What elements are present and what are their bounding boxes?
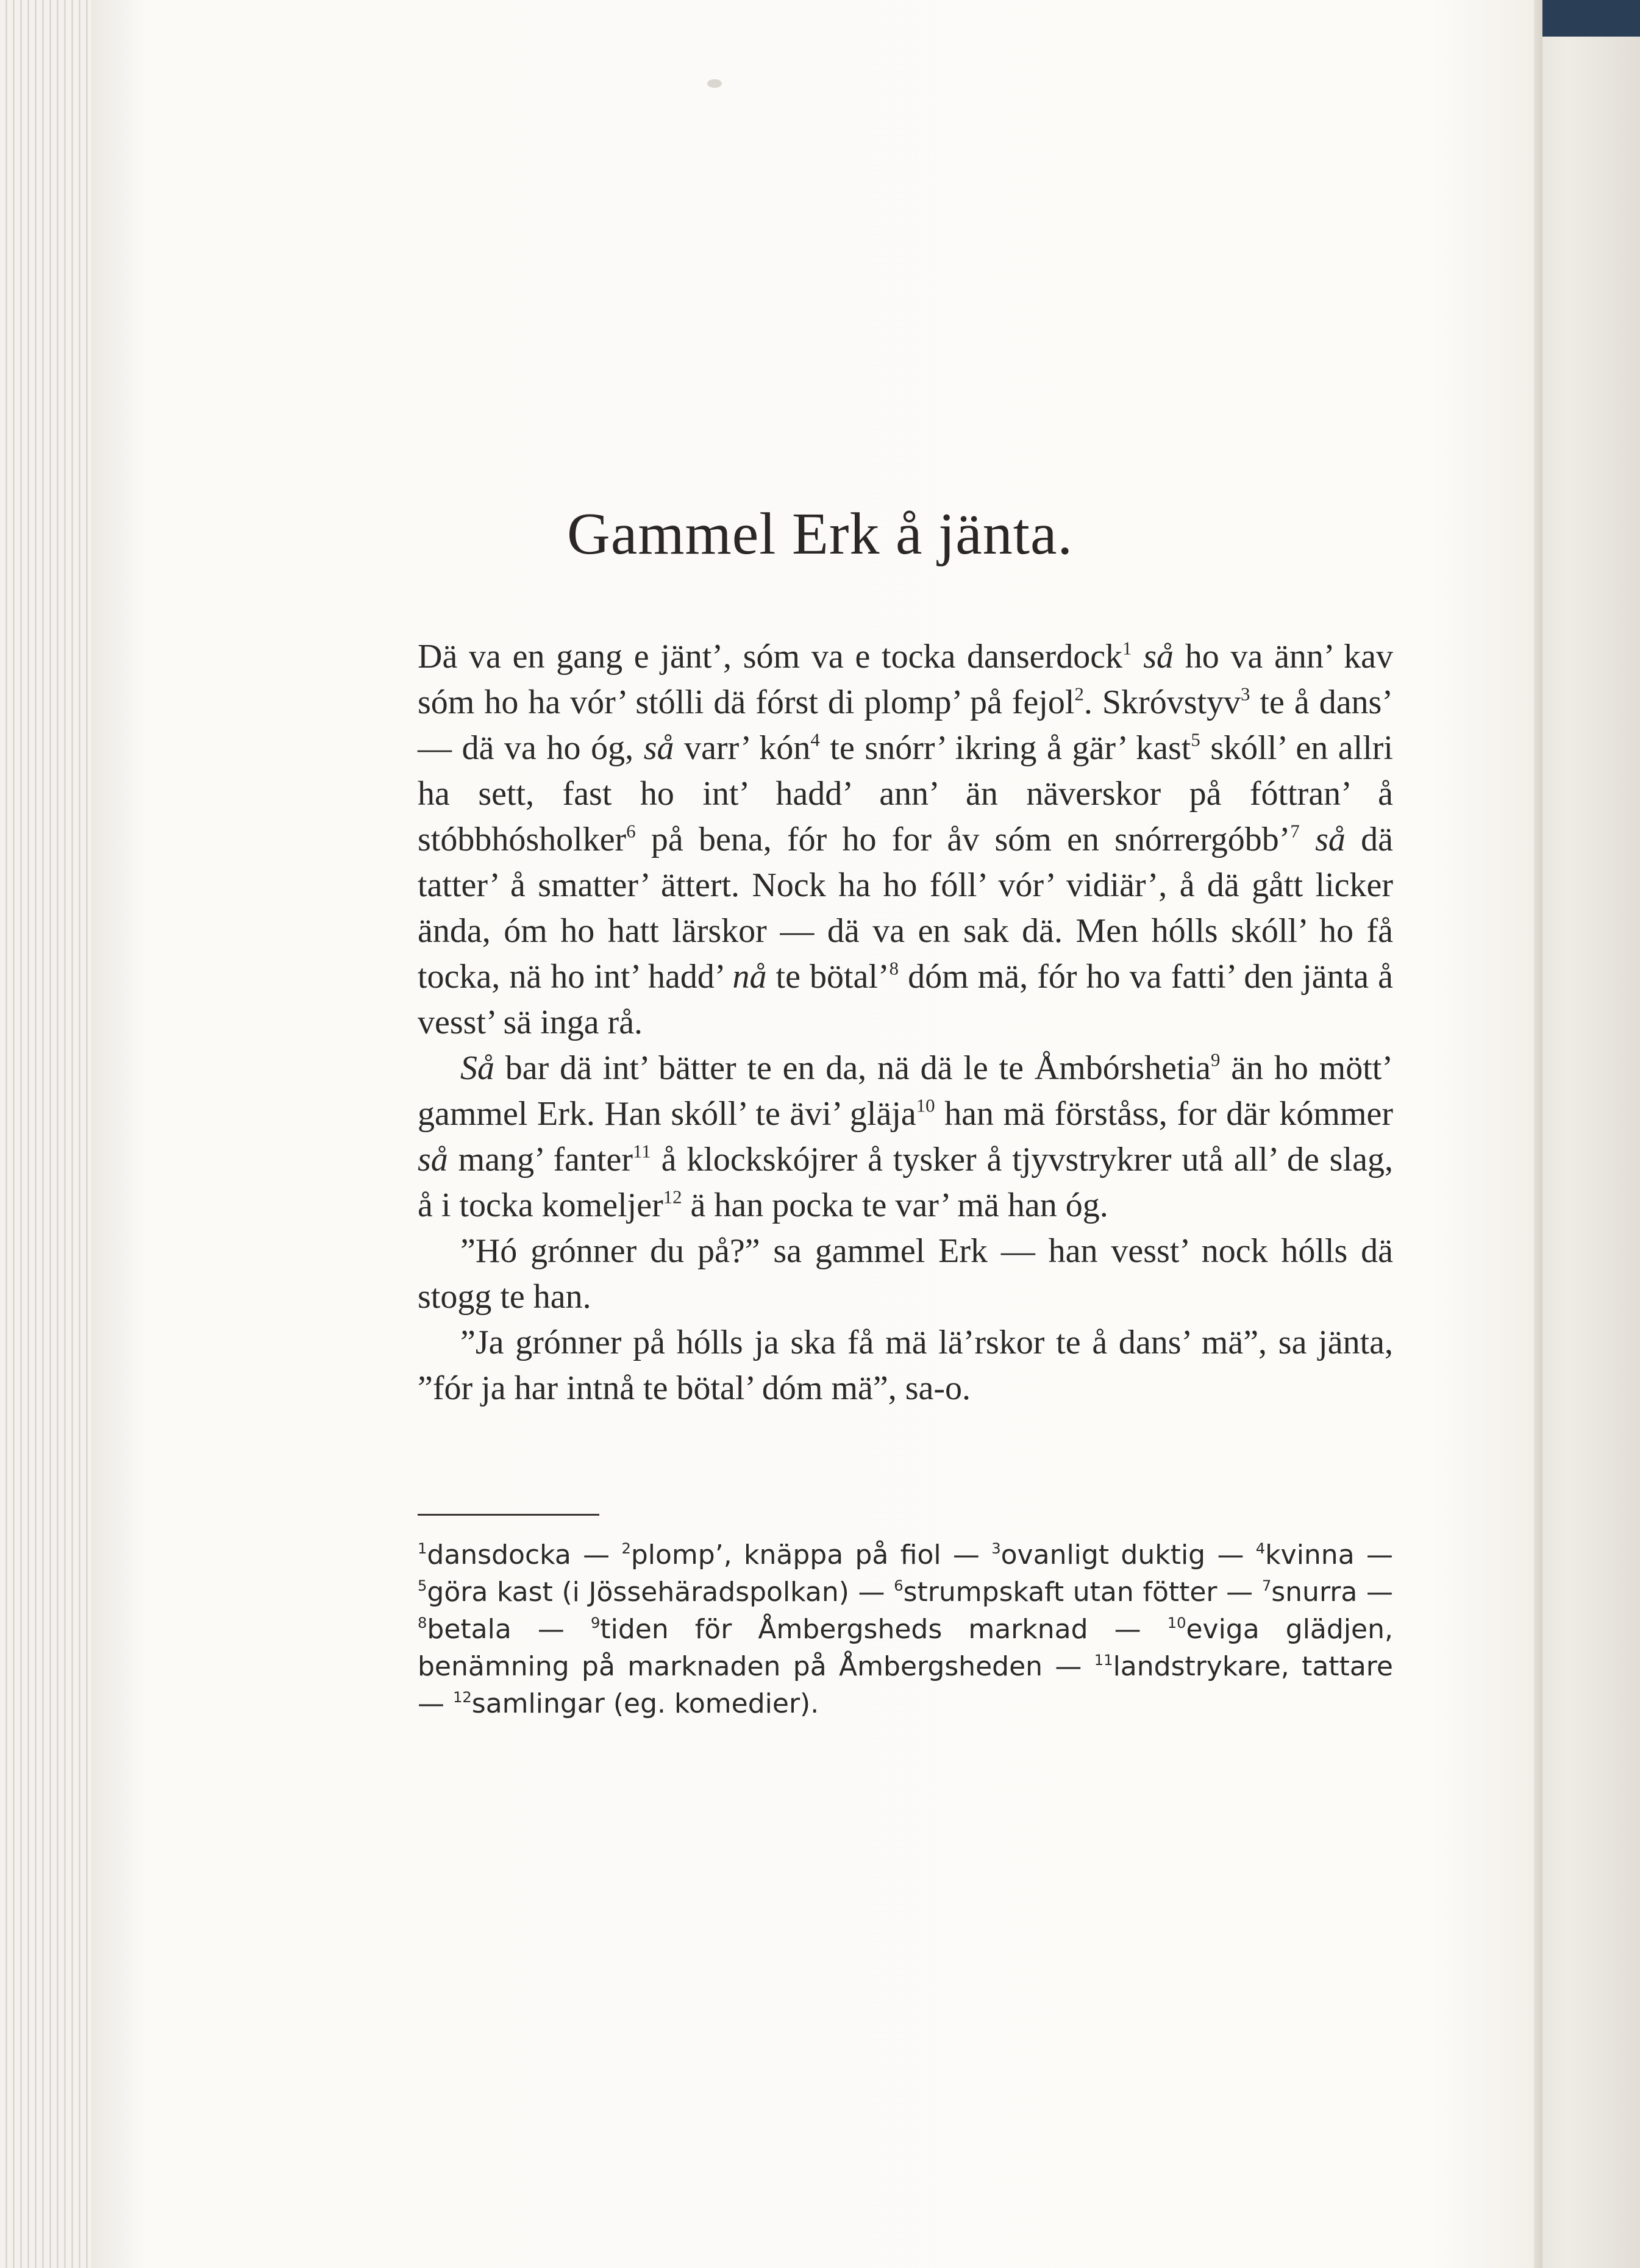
footnote-ref: 7 <box>1290 821 1300 842</box>
text-run: te å dans’ — dä va ho óg, <box>418 683 1393 767</box>
footnote-ref: 8 <box>889 958 899 979</box>
footnote-text: kvinna — <box>1265 1539 1393 1571</box>
footnote-text: eviga glädjen, benämning på marknaden på Åmbergsheden — <box>418 1614 1393 1682</box>
body-text <box>418 634 1393 1411</box>
text-run: på bena, fór ho for åv sóm en snórrergóbb’ <box>635 821 1291 858</box>
text-run: bar dä int’ bätter te en da, nä dä le te Åmbórshetia <box>494 1049 1211 1087</box>
footnote-number: 6 <box>894 1577 904 1595</box>
page-title: Gammel Erk å jänta. <box>567 501 1073 567</box>
paragraph <box>418 634 1393 1046</box>
text-run: skóll’ en allri ha sett, fast ho int’ hadd’ ann’ än näverskor på fóttran’ å stóbbhósholker <box>418 729 1393 858</box>
footnote-block <box>418 1536 1393 1722</box>
text-run: dóm mä, fór ho va fatti’ den jänta å vesst’ sä inga rå. <box>418 958 1393 1041</box>
paragraph <box>418 1320 1393 1411</box>
footnote-text: landstrykare, tattare — <box>418 1651 1393 1719</box>
text-run: han mä förståss, for där kómmer <box>935 1095 1394 1133</box>
footnote-ref: 2 <box>1074 683 1084 705</box>
text-run <box>1300 821 1315 858</box>
text-run: . Skróvstyv <box>1083 683 1241 721</box>
footnote-ref: 3 <box>1241 683 1250 705</box>
footnote-ref: 11 <box>633 1141 651 1162</box>
footnote-number: 12 <box>453 1689 472 1706</box>
footnote-text: snurra — <box>1271 1577 1393 1608</box>
footnote-number: 7 <box>1261 1577 1272 1595</box>
text-run: te bötal’ <box>766 958 890 996</box>
footnote-text: plomp’, knäppa på fiol — <box>630 1539 980 1571</box>
footnote-number: 1 <box>418 1540 427 1558</box>
text-run: å klockskójrer å tysker å tjyvstrykrer utå all’ de slag, å i tocka komeljer <box>418 1141 1393 1224</box>
footnote-number: 4 <box>1255 1540 1266 1558</box>
text-run: ”Hó grónner du på?” sa gammel Erk — han vesst’ nock hólls dä stogg te han. <box>418 1232 1393 1316</box>
text-run: te snórr’ ikring å gär’ kast <box>819 729 1191 767</box>
italic-text: så <box>1143 638 1174 676</box>
footnote-text: tiden för Åmbergsheds marknad — <box>600 1614 1141 1645</box>
text-run: ho va änn’ kav sóm ho ha vór’ stólli dä fórst di plomp’ på fejol <box>418 638 1394 721</box>
footnote-text: ovanligt duktig — <box>1000 1539 1244 1571</box>
text-run: ä han pocka te var’ mä han óg. <box>682 1186 1108 1224</box>
footnote-ref: 10 <box>916 1095 935 1116</box>
footnote-number: 2 <box>621 1540 631 1558</box>
paragraph <box>418 1046 1393 1228</box>
page-edges <box>0 0 93 2268</box>
text-run: Dä va en gang e jänt’, sóm va e tocka danserdock <box>418 638 1123 676</box>
italic-text: Så <box>460 1049 494 1087</box>
footnote-number: 9 <box>590 1614 601 1632</box>
footnote-number: 10 <box>1167 1614 1186 1632</box>
footnote-text: strumpskaft utan fötter — <box>903 1577 1253 1608</box>
footnote-ref: 1 <box>1122 638 1132 659</box>
page-gutter <box>1534 0 1542 2268</box>
text-run: varr’ kón <box>674 729 811 767</box>
footnote-number: 5 <box>418 1577 427 1595</box>
italic-text: så <box>1315 821 1346 858</box>
italic-text: nå <box>732 958 767 996</box>
footnote-ref: 5 <box>1191 729 1200 751</box>
footnote-number: 3 <box>991 1540 1001 1558</box>
footnote-text: samlingar (eg. komedier). <box>471 1688 819 1719</box>
footnote-text: betala — <box>427 1614 565 1645</box>
print-speck <box>707 79 722 88</box>
paragraph <box>418 1228 1393 1320</box>
text-run: dä tatter’ å smatter’ ättert. Nock ha ho fóll’ vór’ vidiär’, å dä gått licker ända, óm ho hatt lärskor — dä va en sak dä. Men hólls skóll’ ho få tocka, nä ho int’ hadd’ <box>418 821 1394 996</box>
italic-text: så <box>643 729 674 767</box>
footnote-text: göra kast (i Jössehäradspolkan) — <box>427 1577 885 1608</box>
text-run <box>1132 638 1143 676</box>
italic-text: så <box>418 1141 448 1179</box>
footnote-text: dansdocka — <box>427 1539 610 1571</box>
text-run: än ho mött’ gammel Erk. Han skóll’ te ävi’ gläja <box>418 1049 1393 1133</box>
footnotes <box>418 1536 1393 1722</box>
footnote-ref: 6 <box>626 821 636 842</box>
footnote-divider <box>418 1514 599 1516</box>
text-run: mang’ fanter <box>447 1141 633 1179</box>
footnote-ref: 4 <box>810 729 820 751</box>
footnote-ref: 12 <box>663 1186 682 1208</box>
footnote-number: 11 <box>1094 1652 1113 1669</box>
book-cover <box>1542 0 1640 2268</box>
text-run: ”Ja grónner på hólls ja ska få mä lä’rskor te å dans’ mä”, sa jänta, ”fór ja har intnå te bötal’ dóm mä”, sa-o. <box>418 1324 1393 1407</box>
footnote-number: 8 <box>418 1614 427 1632</box>
footnote-ref: 9 <box>1211 1049 1221 1071</box>
